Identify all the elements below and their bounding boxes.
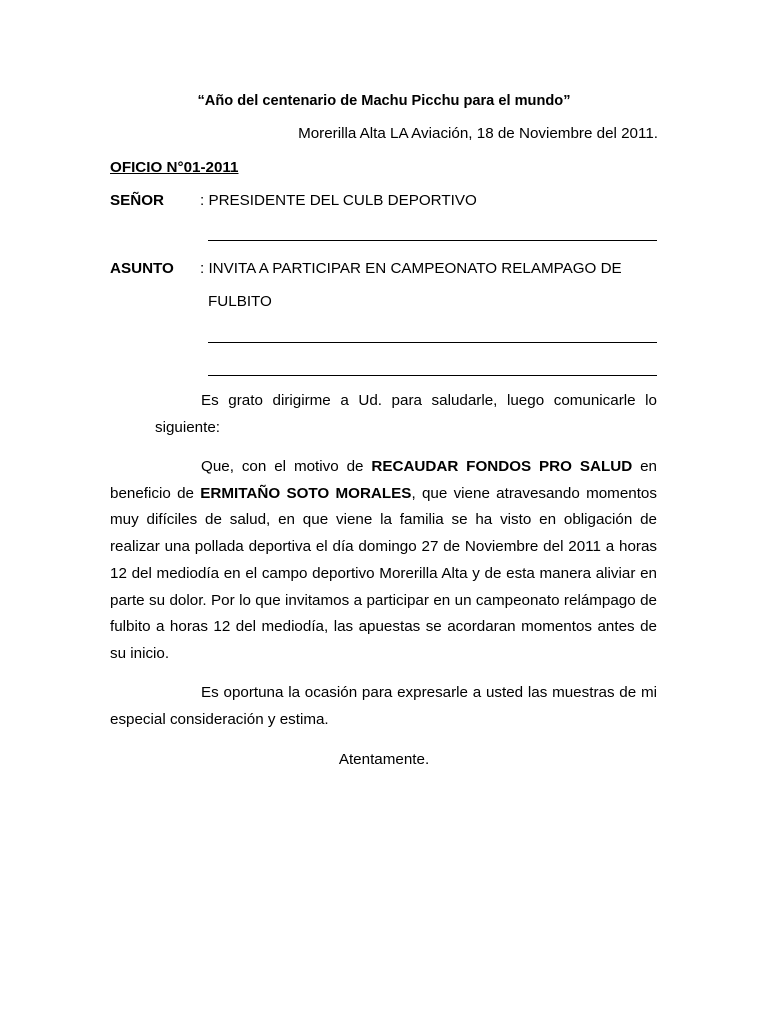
emphasis-beneficiary: ERMITAÑO SOTO MORALES — [200, 484, 412, 502]
body-paragraph-main — [110, 454, 657, 668]
recipient-fill-line — [208, 240, 657, 241]
subject-label: ASUNTO — [110, 260, 174, 277]
recipient-label: SEÑOR — [110, 192, 165, 209]
subject-fill-line-1 — [208, 342, 657, 343]
subject-line-1: : INVITA A PARTICIPAR EN CAMPEONATO RELAMPAGO DE — [200, 260, 622, 277]
recipient-value: : PRESIDENTE DEL CULB DEPORTIVO — [200, 192, 477, 209]
emphasis-fundraising: RECAUDAR FONDOS PRO SALUD — [371, 458, 633, 475]
paragraph-text: Que, con el motivo de — [201, 458, 372, 475]
subject-fill-line-2 — [208, 375, 657, 376]
place-and-date: Morerilla Alta LA Aviación, 18 de Noviembre del 2011. — [298, 125, 658, 142]
oficio-number: OFICIO N°01-2011 — [110, 159, 239, 176]
paragraph-text: en beneficio de — [110, 458, 657, 502]
body-paragraph-farewell: Es oportuna la ocasión para expresarle a usted las muestras de mi especial consideración y estima. — [110, 684, 657, 728]
paragraph-text: , que viene atravesando momentos muy difíciles de salud, en que viene la familia se ha visto en obligación de realizar una pollada deportiva el día domingo 27 de Noviembre del 2011 a horas 12 del mediodía en el campo deportivo Morerilla Alta y de esta manera aliviar en parte su dolor. Por lo que invitamos a participar en un campeonato relámpago de fulbito a horas 12 del mediodía, las apuestas se acordaran momentos antes de su inicio. — [110, 484, 657, 662]
body-paragraph-greeting: Es grato dirigirme a Ud. para saludarle, luego comunicarle lo siguiente: — [155, 392, 657, 436]
closing-salutation: Atentamente. — [338, 751, 430, 768]
subject-line-2: FULBITO — [208, 293, 272, 310]
document-motto: “Año del centenario de Machu Picchu para el mundo” — [197, 93, 571, 109]
